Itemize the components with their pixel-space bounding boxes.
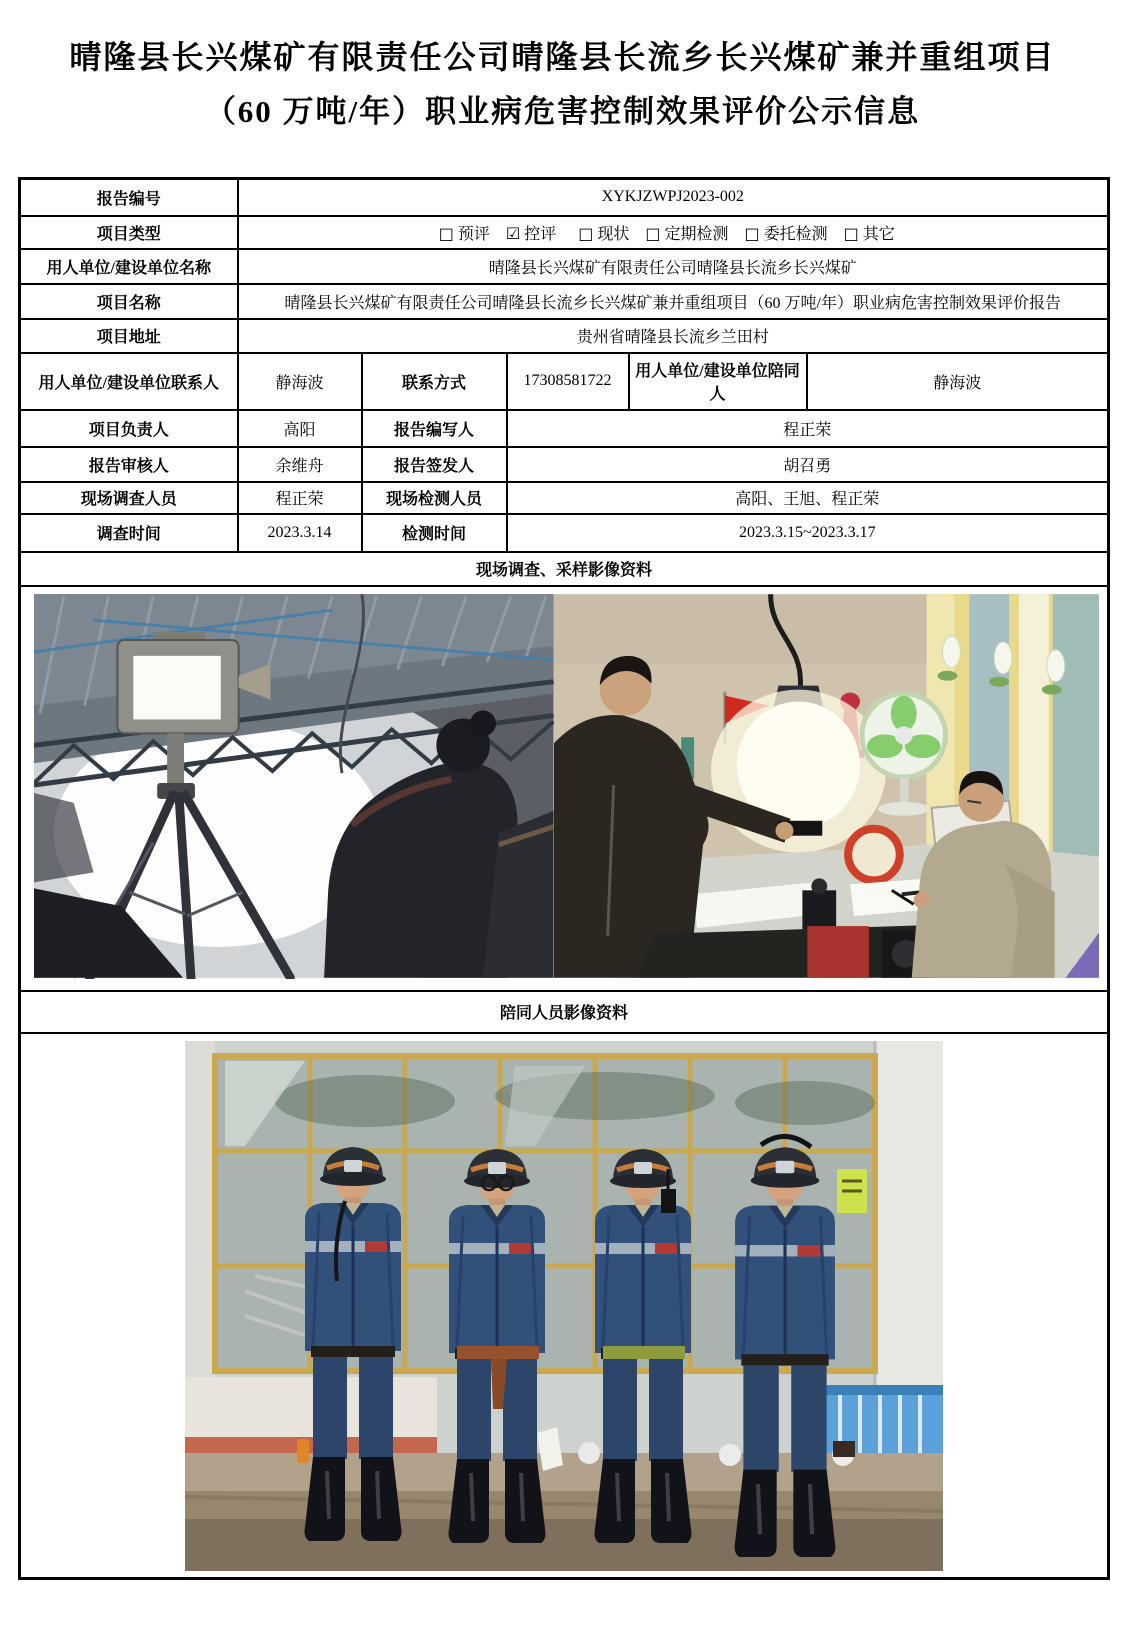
- photo-escort-group: [185, 1041, 943, 1571]
- employer-name-label: 用人单位/建设单位名称: [20, 249, 238, 284]
- page-title-line2: （60 万吨/年）职业病危害控制效果评价公示信息: [204, 94, 921, 129]
- checkbox-icon: □: [578, 223, 594, 243]
- report-no-label: 报告编号: [20, 179, 238, 216]
- checkbox-checked-icon: ☑: [505, 223, 521, 243]
- checkbox-option-label: 预评: [457, 225, 490, 243]
- project-type-options: [238, 216, 1109, 249]
- table-row: [20, 447, 1109, 482]
- table-row: [20, 353, 1109, 410]
- project-address-value: 贵州省晴隆县长流乡兰田村: [238, 319, 1109, 353]
- project-leader-label: 项目负责人: [20, 410, 238, 447]
- escort-label: 用人单位/建设单位陪同人: [629, 353, 807, 410]
- table-row: [20, 552, 1109, 586]
- checkbox-option-status: [578, 223, 630, 243]
- project-type-label: 项目类型: [20, 216, 238, 249]
- checkbox-option-other: [843, 223, 895, 243]
- contact-name-value: 静海波: [238, 353, 362, 410]
- escort-name-value: 静海波: [807, 353, 1109, 410]
- table-row: [20, 514, 1109, 552]
- disclosure-form-table: [18, 177, 1110, 1580]
- escort-photo-cell: [20, 1033, 1109, 1579]
- site-survey-staff-value: 程正荣: [238, 482, 362, 514]
- checkbox-option-label: 定期检测: [664, 225, 729, 243]
- checkbox-icon: □: [843, 223, 859, 243]
- checkbox-option-label: 委托检测: [763, 225, 828, 243]
- checkbox-icon: □: [645, 223, 661, 243]
- table-row: [20, 319, 1109, 353]
- survey-photos: [25, 588, 1103, 989]
- report-issuer-label: 报告签发人: [362, 447, 507, 482]
- checkbox-option-preeval: [438, 223, 490, 243]
- detection-time-label: 检测时间: [362, 514, 507, 552]
- project-name-value: 晴隆县长兴煤矿有限责任公司晴隆县长流乡长兴煤矿兼并重组项目（60 万吨/年）职业病危害控制效果评价报告: [238, 284, 1109, 319]
- photo-survey-office: [554, 593, 1099, 979]
- project-address-label: 项目地址: [20, 319, 238, 353]
- table-row: [20, 586, 1109, 991]
- checkbox-option-label: 控评: [524, 225, 557, 243]
- site-survey-staff-label: 现场调查人员: [20, 482, 238, 514]
- survey-time-value: 2023.3.14: [238, 514, 362, 552]
- table-row: [20, 482, 1109, 514]
- report-reviewer-label: 报告审核人: [20, 447, 238, 482]
- table-row: [20, 216, 1109, 249]
- site-detection-staff-value: 高阳、王旭、程正荣: [507, 482, 1109, 514]
- escort-photo: [25, 1035, 1103, 1576]
- checkbox-option-label: 现状: [597, 225, 630, 243]
- table-row: [20, 1033, 1109, 1579]
- page-title-line1: 晴隆县长兴煤矿有限责任公司晴隆县长流乡长兴煤矿兼并重组项目: [69, 39, 1056, 75]
- checkbox-option-controleval: [505, 223, 557, 243]
- section-header-escort-media: 陪同人员影像资料: [20, 991, 1109, 1033]
- table-row: [20, 249, 1109, 284]
- page-title: [0, 34, 1125, 134]
- report-writer-value: 程正荣: [507, 410, 1109, 447]
- phone-label: 联系方式: [362, 353, 507, 410]
- table-row: [20, 991, 1109, 1033]
- table-row: [20, 179, 1109, 216]
- survey-time-label: 调查时间: [20, 514, 238, 552]
- project-name-label: 项目名称: [20, 284, 238, 319]
- checkbox-option-entrusted: [744, 223, 828, 243]
- site-detection-staff-label: 现场检测人员: [362, 482, 507, 514]
- project-leader-value: 高阳: [238, 410, 362, 447]
- table-row: [20, 284, 1109, 319]
- phone-value: 17308581722: [507, 353, 629, 410]
- report-no-value: XYKJZWPJ2023-002: [238, 179, 1109, 216]
- checkbox-option-label: 其它: [862, 225, 895, 243]
- survey-photos-cell: [20, 586, 1109, 991]
- report-writer-label: 报告编写人: [362, 410, 507, 447]
- table-row: [20, 410, 1109, 447]
- checkbox-icon: □: [744, 223, 760, 243]
- report-issuer-value: 胡召勇: [507, 447, 1109, 482]
- checkbox-icon: □: [438, 223, 454, 243]
- checkbox-option-periodic: [645, 223, 729, 243]
- report-reviewer-value: 余维舟: [238, 447, 362, 482]
- detection-time-value: 2023.3.15~2023.3.17: [507, 514, 1109, 552]
- section-header-survey-media: 现场调查、采样影像资料: [20, 552, 1109, 586]
- employer-name-value: 晴隆县长兴煤矿有限责任公司晴隆县长流乡长兴煤矿: [238, 249, 1109, 284]
- photo-survey-workshop: [34, 593, 554, 979]
- contact-label: 用人单位/建设单位联系人: [20, 353, 238, 410]
